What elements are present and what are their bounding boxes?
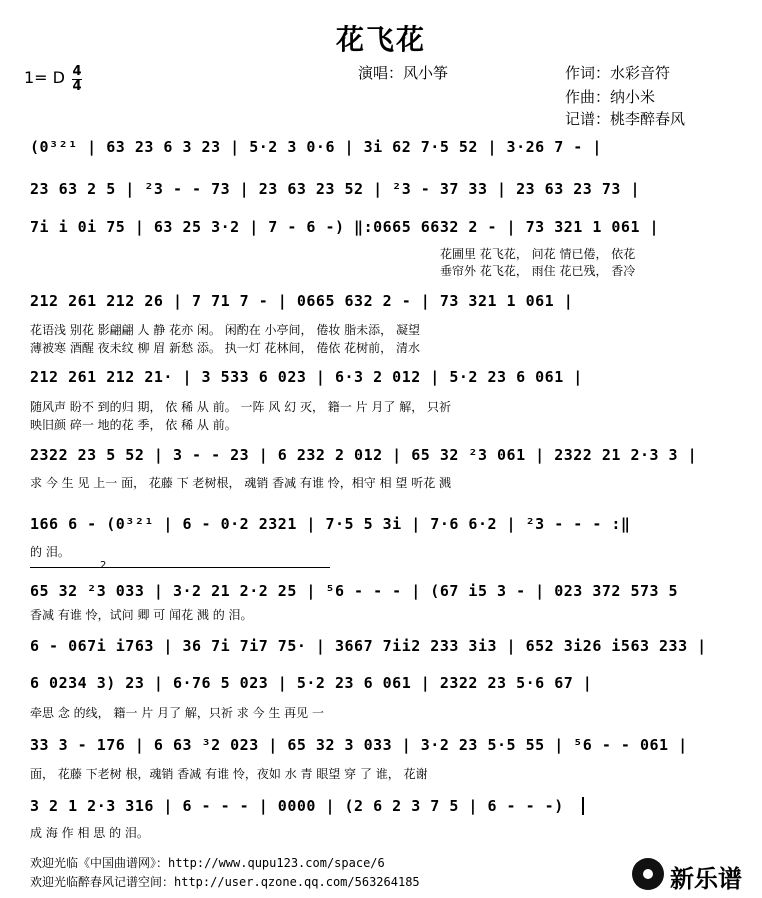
lyric-row-5-verse-1: 随风声 盼不 到的归 期， 依 稀 从 前。 一阵 风 幻 灭， 籍一 片 月了 解， 只祈 — [30, 400, 452, 414]
notation-row-5: 212 261 212 21· | 3 533 6 023 | 6·3 2 012 | 5·2 23 6 061 | — [30, 368, 583, 386]
lyric-row-3-verse-2: 垂帘外 花飞花， 雨住 花已残， 香冷 — [440, 264, 636, 278]
notation-row-1: (0³²¹ | 63 23 6 3 23 | 5·2 3 0·6 | 3i 62 7·5 52 | 3·26 7 - | — [30, 138, 602, 156]
final-barline — [582, 797, 584, 815]
footer-link-1[interactable]: 欢迎光临《中国曲谱网》：http://www.qupu123.com/space/6 — [30, 856, 385, 870]
time-signature-bottom: 4 — [72, 79, 82, 94]
notation-row-4: 212 261 212 26 | 7 71 7 - | 0665 632 2 - | 73 321 1 061 | — [30, 292, 574, 310]
notation-row-12: 3 2 1 2·3 316 | 6 - - - | 0000 | (2 6 2 3 7 5 | 6 - - -) — [30, 797, 564, 815]
notation-row-6: 2322 23 5 52 | 3 - - 23 | 6 232 2 012 | 65 32 ²3 061 | 2322 21 2·3 3 | — [30, 446, 698, 464]
lyric-row-11: 面， 花藤 下老树 根，魂销 香减 有谁 怜，夜如 水 青 眼望 穿 了 谁， 花谢 — [30, 767, 428, 781]
notation-row-3: 7i i 0i 75 | 63 25 3·2 | 7 - 6 -) ‖:0665 6632 2 - | 73 321 1 061 | — [30, 218, 660, 236]
footer-link-2[interactable]: 欢迎光临醉春风记谱空间：http://user.qzone.qq.com/563264185 — [30, 875, 420, 889]
notation-row-7: 166 6 - (0³²¹ | 6 - 0·2 2321 | 7·5 5 3i | 7·6 6·2 | ²3 - - - :‖ — [30, 515, 631, 533]
lyric-row-4-verse-2: 薄被寒 酒醒 夜未纹 柳 眉 新愁 添。 执一灯 花林间， 倦依 花树前， 清水 — [30, 341, 420, 355]
lyric-row-5-verse-2: 映旧颜 碎一 地的花 季， 依 稀 从 前。 — [30, 418, 237, 432]
composer-credit: 作曲：纳小米 — [565, 88, 656, 106]
site-logo[interactable] — [632, 857, 752, 893]
lyricist-credit: 作词：水彩音符 — [565, 64, 671, 82]
song-title: 花飞花 — [335, 23, 426, 56]
time-signature-top: 4 — [72, 64, 82, 79]
lyric-row-3-verse-1: 花圃里 花飞花， 问花 情已倦， 依花 — [440, 247, 636, 261]
lyric-row-8: 香减 有谁 怜，试问 卿 可 闻花 溅 的 泪。 — [30, 608, 253, 622]
notation-row-8: 65 32 ²3 033 | 3·2 21 2·2 25 | ⁵6 - - - | (67 i5 3 - | 023 372 573 5 — [30, 582, 679, 600]
lyric-row-10: 牵思 念 的线， 籍一 片 月了 解，只祈 求 今 生 再见 一 — [30, 706, 324, 720]
transcriber-credit: 记谱：桃李醉春风 — [565, 110, 686, 128]
lyric-row-7: 的 泪。 — [30, 545, 70, 559]
key-signature: 1= D — [24, 68, 65, 87]
lyric-row-12: 成 海 作 相 思 的 泪。 — [30, 826, 149, 840]
volta-number: 2 — [100, 560, 107, 571]
volta-bracket-2 — [30, 567, 330, 568]
time-signature — [72, 66, 82, 93]
notation-row-11: 33 3 - 176 | 6 63 ³2 023 | 65 32 3 033 | 3·2 23 5·5 55 | ⁵6 - - 061 | — [30, 736, 688, 754]
lyric-row-4-verse-1: 花语浅 别花 影翩翩 人 静 花亦 闲。 闲酌在 小亭间， 倦妆 脂未添， 凝望 — [30, 323, 420, 337]
notation-row-2: 23 63 2 5 | ²3 - - 73 | 23 63 23 52 | ²3 - 37 33 | 23 63 23 73 | — [30, 180, 640, 198]
lyric-row-6: 求 今 生 见 上一 面， 花藤 下 老树根， 魂销 香减 有谁 怜，相守 相 望 听花 溅 — [30, 476, 452, 490]
logo-text: 新乐谱 — [670, 865, 742, 893]
notation-row-9: 6 - 067i i763 | 36 7i 7i7 75· | 3667 7ii2 233 3i3 | 652 3i26 i563 233 | — [30, 637, 707, 655]
notation-row-10: 6 0234 3) 23 | 6·76 5 023 | 5·2 23 6 061 | 2322 23 5·6 67 | — [30, 674, 593, 692]
singer-credit: 演唱：风小筝 — [358, 64, 449, 82]
record-disc-icon — [632, 858, 664, 890]
